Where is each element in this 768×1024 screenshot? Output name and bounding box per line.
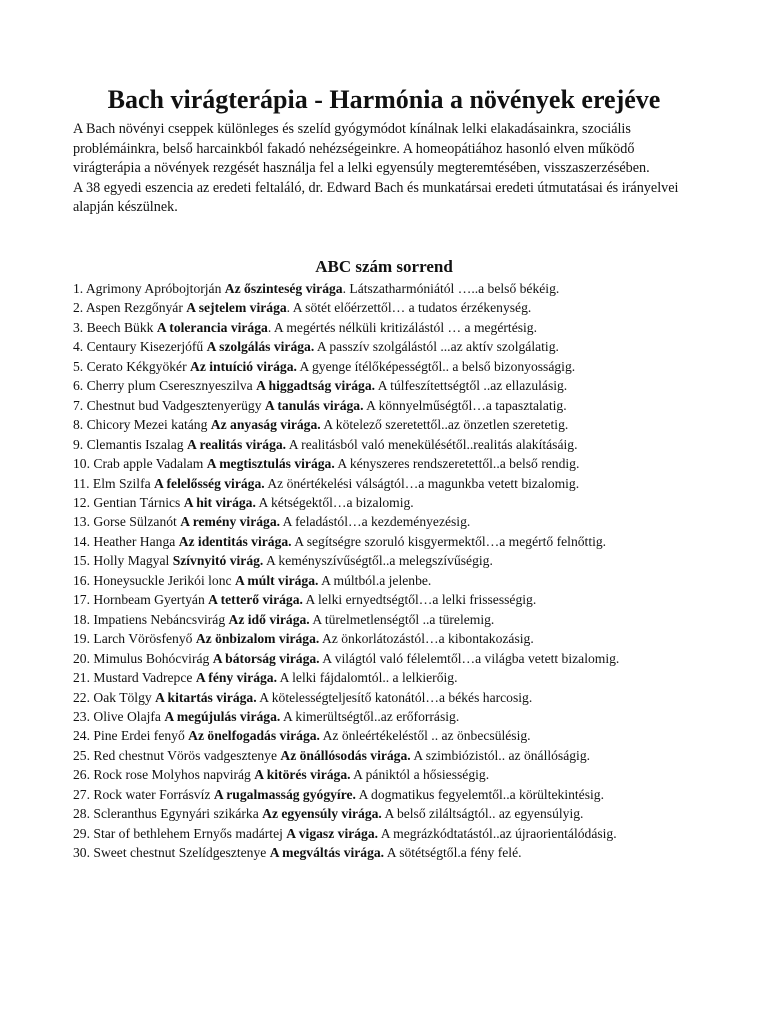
list-item: [73, 610, 698, 629]
remedy-virtue: A kitörés virága.: [254, 767, 351, 783]
remedy-virtue: A remény virága.: [180, 514, 281, 530]
remedy-description: A gyenge ítélőképességtől.. a belső bizonyosságig.: [296, 358, 576, 374]
remedy-description: A kényszeres rendszeretettől..a belső rendig.: [334, 456, 580, 472]
remedy-name: 27. Rock water Forrásvíz: [73, 786, 214, 802]
remedy-name: 12. Gentian Tárnics: [73, 494, 184, 510]
remedy-name: 18. Impatiens Nebáncsvirág: [73, 611, 229, 627]
remedy-description: A keményszívűségtől..a melegszívűségig.: [263, 553, 493, 569]
remedy-virtue: Az intuíció virága.: [190, 358, 297, 374]
remedy-virtue: A megújulás virága.: [164, 708, 281, 724]
remedy-virtue: Az identitás virága.: [178, 533, 292, 549]
remedy-description: A segítségre szoruló kisgyermektől…a megértő felnőttig.: [291, 533, 607, 549]
remedy-name: 29. Star of bethlehem Ernyős madártej: [73, 825, 287, 841]
list-item: [73, 804, 698, 823]
remedy-virtue: A realitás virága.: [187, 436, 287, 452]
remedy-description: Az önleértékeléstől .. az önbecsülésig.: [319, 728, 531, 744]
list-item: [73, 298, 698, 317]
remedy-description: A múltból.a jelenbe.: [318, 572, 432, 588]
list-item: [73, 824, 698, 843]
remedy-virtue: A megtisztulás virága.: [206, 456, 335, 472]
list-item: [73, 337, 698, 356]
remedy-name: 4. Centaury Kisezerjófű: [73, 339, 207, 355]
remedy-virtue: A higgadtság virága.: [256, 378, 376, 394]
remedy-name: 8. Chicory Mezei katáng: [73, 417, 211, 433]
remedy-virtue: A fény virága.: [195, 670, 278, 686]
list-item: [73, 376, 698, 395]
remedy-description: A realitásból való menekülésétől..realitás alakításáig.: [286, 436, 578, 452]
list-item: [73, 765, 698, 784]
remedy-name: 11. Elm Szilfa: [73, 475, 155, 491]
remedy-name: 20. Mimulus Bohócvirág: [73, 650, 213, 666]
remedy-virtue: Az anyaság virága.: [210, 417, 321, 433]
remedy-description: A szimbiózistól.. az önállóságig.: [410, 747, 591, 763]
remedy-description: A belső ziláltságtól.. az egyensúlyig.: [381, 806, 584, 822]
remedy-virtue: A bátorság virága.: [212, 650, 320, 666]
remedy-description: Az önértékelési válságtól…a magunkba vetett bizalomig.: [264, 475, 580, 491]
list-item: [73, 785, 698, 804]
remedy-description: A türelmetlenségtől ..a türelemig.: [309, 611, 495, 627]
remedy-name: 21. Mustard Vadrepce: [73, 670, 196, 686]
remedy-virtue: Az egyensúly virága.: [262, 806, 382, 822]
remedy-description: A dogmatikus fegyelemtől..a körültekintésig.: [355, 786, 604, 802]
remedy-virtue: Az idő virága.: [228, 611, 310, 627]
list-item: [73, 590, 698, 609]
remedy-name: 17. Hornbeam Gyertyán: [73, 592, 209, 608]
remedy-virtue: A tolerancia virága: [156, 319, 268, 335]
remedy-name: 9. Clemantis Iszalag: [73, 436, 188, 452]
remedy-virtue: A rugalmasság gyógyíre.: [213, 786, 356, 802]
remedy-description: A kötelességteljesítő katonától…a békés harcosig.: [256, 689, 533, 705]
list-item: [73, 571, 698, 590]
list-item: [73, 318, 698, 337]
remedy-virtue: Az önbizalom virága.: [195, 631, 320, 647]
remedy-description: Az önkorlátozástól…a kibontakozásig.: [319, 631, 534, 647]
remedy-virtue: A tetterő virága.: [208, 592, 303, 608]
list-item: [73, 512, 698, 531]
remedy-description: A könnyelműségtől…a tapasztalatig.: [363, 397, 567, 413]
remedy-description: A lelki fájdalomtól.. a lelkierőig.: [277, 670, 458, 686]
remedy-virtue: A hit virága.: [183, 494, 256, 510]
list-item: [73, 707, 698, 726]
list-item: [73, 688, 698, 707]
remedy-description: A kötelező szeretettől..az önzetlen szeretetig.: [320, 417, 569, 433]
remedy-name: 22. Oak Tölgy: [73, 689, 156, 705]
remedy-description: A kétségektől…a bizalomig.: [255, 494, 414, 510]
remedy-description: A megrázkódtatástól..az újraorientálódásig.: [378, 825, 617, 841]
section-title: ABC szám sorrend: [315, 257, 453, 276]
remedy-virtue: A kitartás virága.: [155, 689, 257, 705]
remedy-virtue: Az önállósodás virága.: [280, 747, 411, 763]
list-item: [73, 668, 698, 687]
remedy-virtue: Az önelfogadás virága.: [188, 728, 320, 744]
remedy-virtue: A szolgálás virága.: [206, 339, 315, 355]
list-item: [73, 532, 698, 551]
remedy-name: 15. Holly Magyal: [73, 553, 173, 569]
list-item: [73, 551, 698, 570]
remedy-name: 19. Larch Vörösfenyő: [73, 631, 196, 647]
remedy-name: 5. Cerato Kékgyökér: [73, 358, 191, 374]
remedy-name: 6. Cherry plum Cseresznyeszilva: [73, 378, 257, 394]
remedy-virtue: A tanulás virága.: [264, 397, 364, 413]
list-item: [73, 493, 698, 512]
remedy-description: . Látszatharmóniától …..a belső békéig.: [342, 281, 560, 296]
intro-paragraph: A 38 egyedi eszencia az eredeti feltaláló, dr. Edward Bach és munkatársai eredeti útmutatásai és irányelvei alapján készülnek.: [73, 179, 679, 215]
list-item: [73, 629, 698, 648]
intro-text: [73, 120, 699, 218]
list-item: [73, 746, 698, 765]
list-item: [73, 843, 698, 862]
remedy-virtue: A múlt virága.: [234, 572, 319, 588]
remedy-virtue: A megváltás virága.: [269, 845, 385, 861]
remedy-name: 2. Aspen Rezgőnyár: [73, 300, 187, 316]
remedy-virtue: A vigasz virága.: [286, 825, 379, 841]
remedy-virtue: Az őszinteség virága: [224, 281, 343, 296]
remedy-name: 24. Pine Erdei fenyő: [73, 728, 189, 744]
remedy-virtue: A sejtelem virága: [186, 300, 287, 316]
remedy-description: A feladástól…a kezdeményezésig.: [280, 514, 471, 530]
list-item: [73, 415, 698, 434]
list-item: [73, 357, 698, 376]
list-item: [73, 454, 698, 473]
list-item: [73, 474, 698, 493]
remedy-name: 14. Heather Hanga: [73, 533, 179, 549]
remedy-description: A lelki ernyedtségtől…a lelki frissességig.: [302, 592, 537, 608]
remedy-name: 23. Olive Olajfa: [73, 708, 165, 724]
remedy-description: A túlfeszítettségtől ..az ellazulásig.: [375, 378, 568, 394]
list-item: [73, 435, 698, 454]
remedy-name: 25. Red chestnut Vörös vadgesztenye: [73, 747, 281, 763]
remedy-description: A kimerültségtől..az erőforrásig.: [280, 708, 460, 724]
remedy-description: A passzív szolgálástól ...az aktív szolgálatig.: [314, 339, 559, 355]
remedy-name: 30. Sweet chestnut Szelídgesztenye: [73, 845, 270, 861]
remedy-name: 7. Chestnut bud Vadgesztenyerügy: [73, 397, 265, 413]
remedy-description: A világtól való félelemtől…a világba vetett bizalomig.: [319, 650, 620, 666]
remedy-name: 1. Agrimony Apróbojtorján: [73, 281, 225, 296]
remedy-description: A pániktól a hősiességig.: [350, 767, 490, 783]
remedy-description: . A megértés nélküli kritizálástól … a megértésig.: [267, 319, 537, 335]
list-item: [73, 649, 698, 668]
remedy-description: . A sötét előérzettől… a tudatos érzékenység.: [286, 300, 532, 316]
remedy-name: 10. Crab apple Vadalam: [73, 456, 207, 472]
remedy-description: A sötétségtől.a fény felé.: [384, 845, 522, 861]
remedy-list: [73, 279, 698, 863]
remedy-virtue: Szívnyitó virág.: [172, 553, 264, 569]
page-title: Bach virágterápia - Harmónia a növények erejéve: [107, 85, 661, 114]
remedy-virtue: A felelősség virága.: [154, 475, 265, 491]
list-item: [73, 726, 698, 745]
remedy-name: 16. Honeysuckle Jerikói lonc: [73, 572, 235, 588]
remedy-name: 13. Gorse Sülzanót: [73, 514, 181, 530]
remedy-name: 26. Rock rose Molyhos napvirág: [73, 767, 255, 783]
remedy-name: 3. Beech Bükk: [73, 319, 157, 335]
intro-paragraph: A Bach növényi cseppek különleges és szelíd gyógymódot kínálnak lelki elakadásainkra, szociális problémáinkra, belső harcainkból fakadó nehézségeinkre. A homeopátiához hasonló elven működő virágterápia a növények rezgését használja fel a lelki egyensúly megteremtésében, visszaszerzésében.: [73, 121, 650, 176]
remedy-name: 28. Scleranthus Egynyári szikárka: [73, 806, 263, 822]
list-item: [73, 279, 698, 298]
list-item: [73, 396, 698, 415]
